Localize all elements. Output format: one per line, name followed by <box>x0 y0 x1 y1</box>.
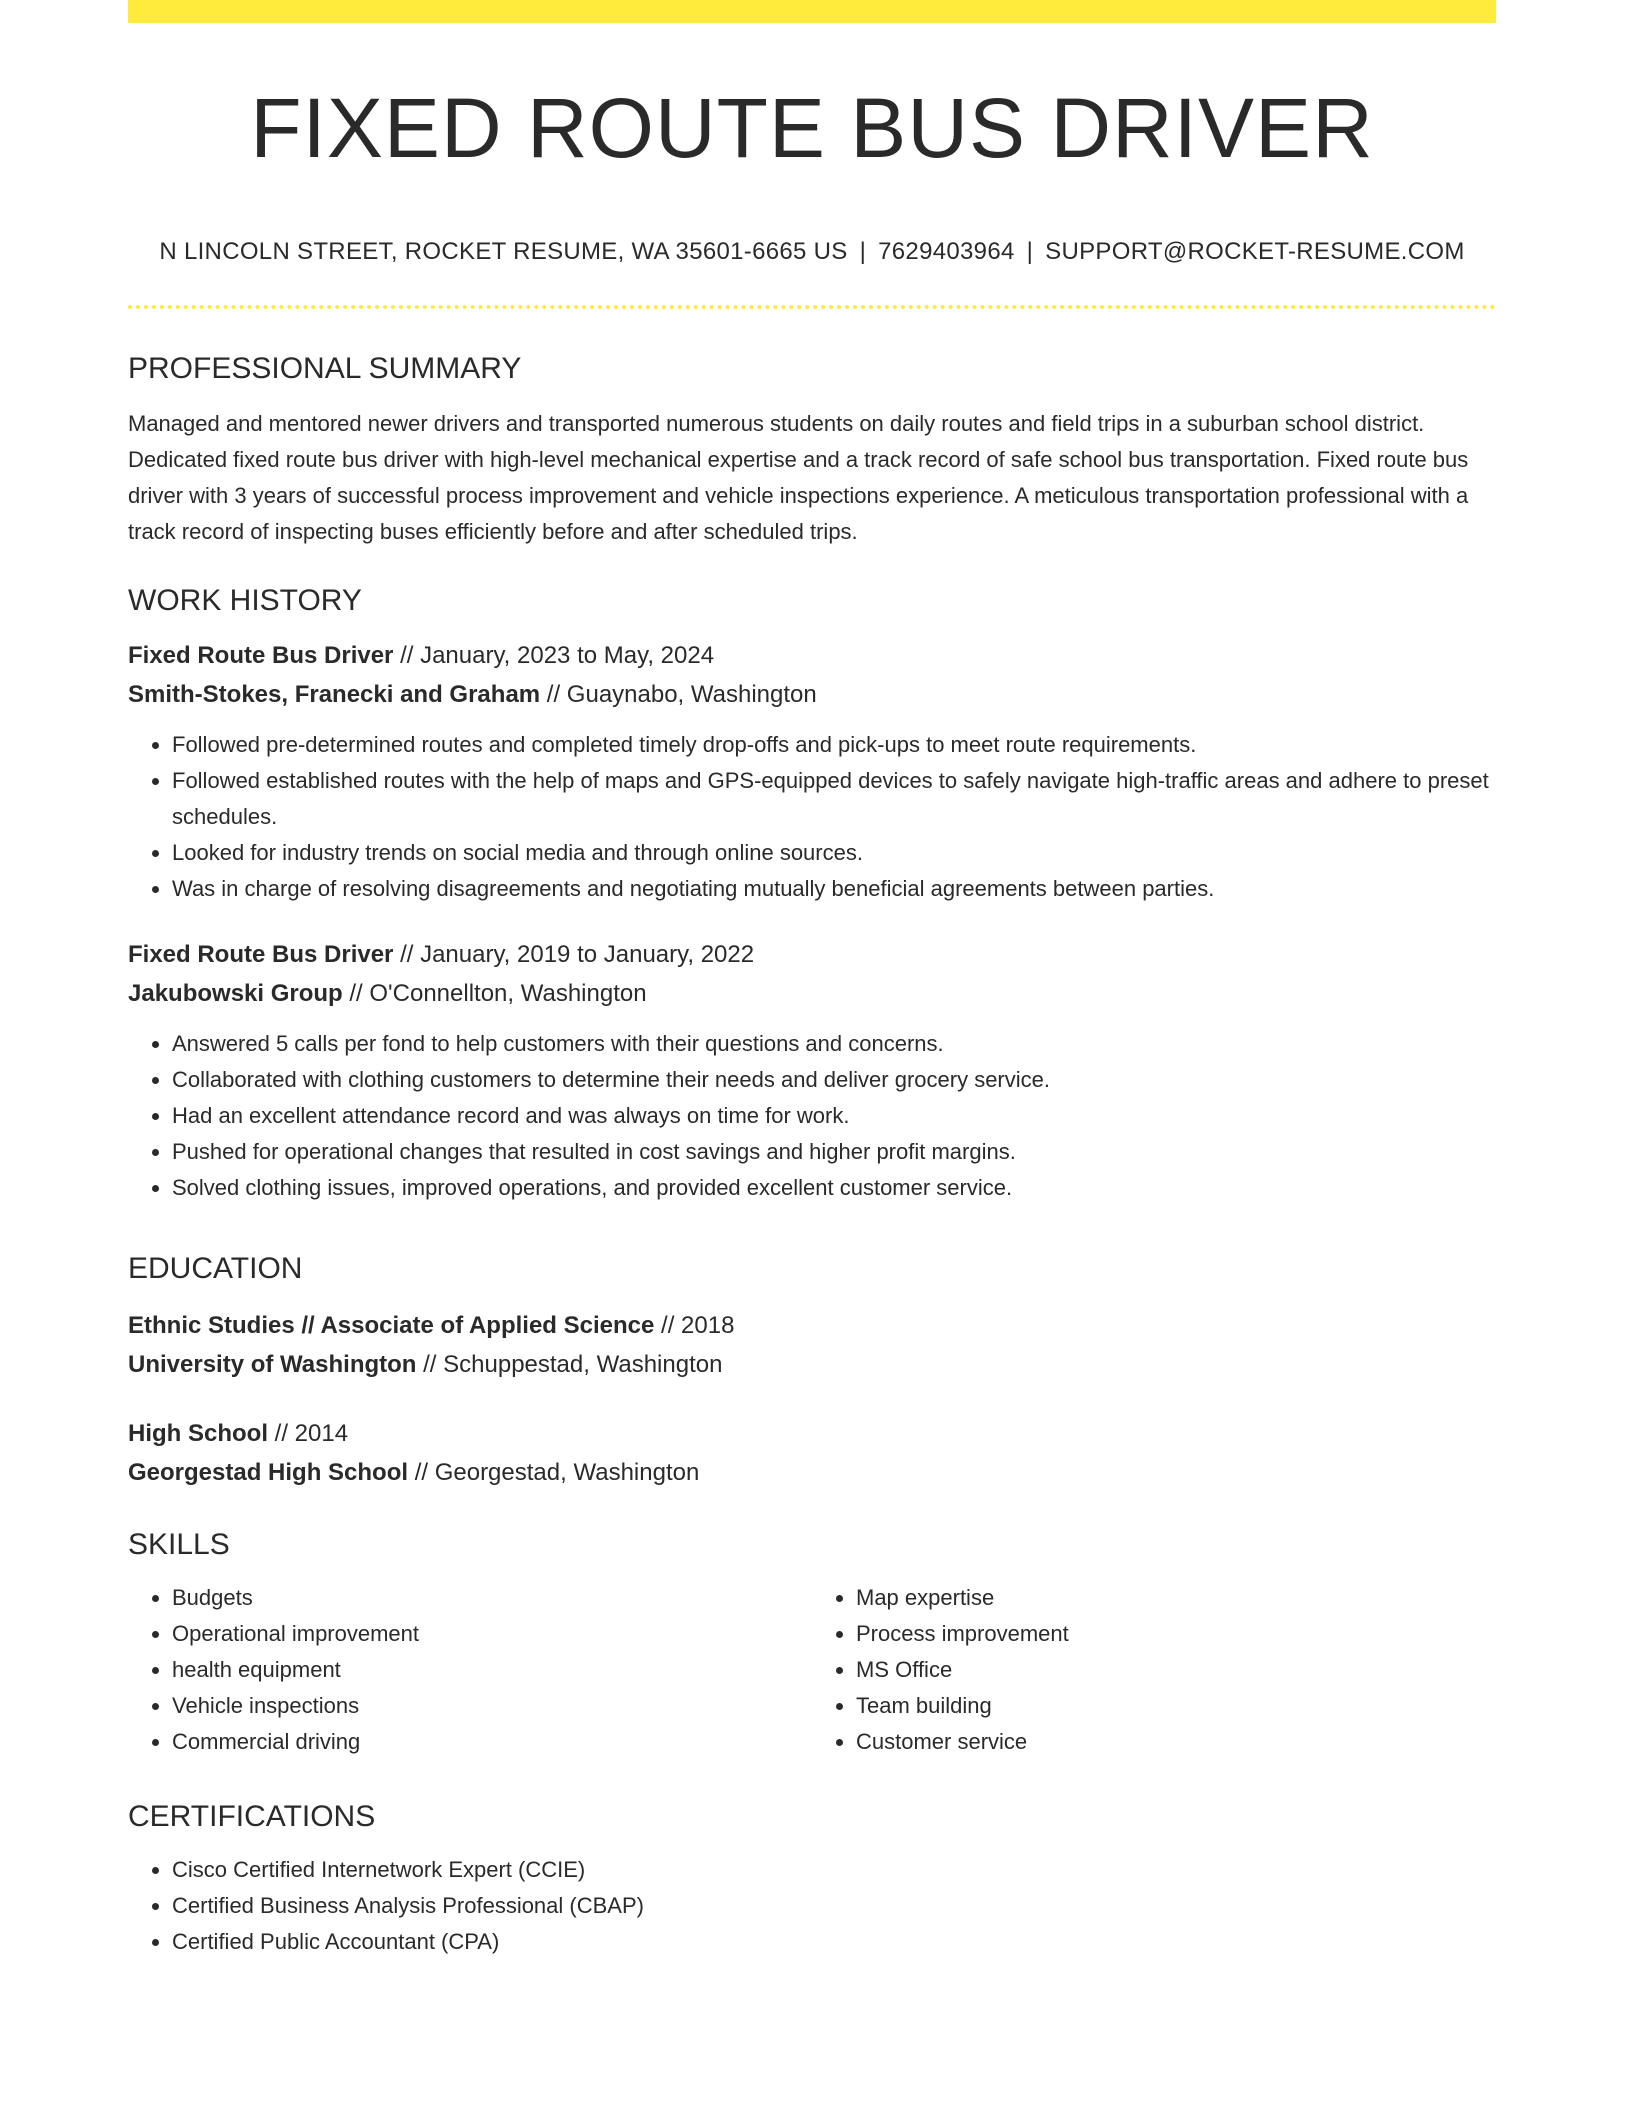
certifications-heading: CERTIFICATIONS <box>128 1800 376 1833</box>
job-bullet: • Solved clothing issues, improved operations, and provided excellent customer service. <box>172 1170 1496 1206</box>
contact-line <box>128 238 1496 266</box>
certification-item: • Certified Business Analysis Professional (CBAP) <box>172 1888 1496 1924</box>
education-school-line <box>128 1453 1496 1492</box>
job-title-line <box>128 935 1496 974</box>
job-company-line <box>128 675 1496 714</box>
work-history-section <box>128 584 1496 1206</box>
job-bullet: • Had an excellent attendance record and was always on time for work. <box>172 1098 1496 1134</box>
certifications-list <box>128 1852 1496 1960</box>
skill-item: • Process improvement <box>856 1616 1496 1652</box>
contact-separator: | <box>859 238 867 265</box>
job-company: Jakubowski Group <box>128 980 343 1007</box>
education-degree-line <box>128 1414 1496 1453</box>
skill-item: • Vehicle inspections <box>172 1688 812 1724</box>
contact-separator: | <box>1026 238 1034 265</box>
summary-text: Managed and mentored newer drivers and transported numerous students on daily routes and field trips in a suburban school district. Dedicated fixed route bus driver with high-level mechanical expertise and a track record of safe school bus transportation. Fixed route bus driver with 3 years of successful process improvement and vehicle inspections experience. A meticulous transportation professional with a track record of inspecting buses efficiently before and after scheduled trips. <box>128 411 1469 544</box>
accent-top-bar <box>128 0 1496 23</box>
education-degree: Ethnic Studies // Associate of Applied Science <box>128 1312 655 1339</box>
contact-phone: 7629403964 <box>878 238 1015 265</box>
job-company-line <box>128 974 1496 1013</box>
job-title: Fixed Route Bus Driver <box>128 642 394 669</box>
skills-list-right <box>812 1580 1496 1760</box>
job-entry <box>128 636 1496 907</box>
certifications-section <box>128 1800 1496 1960</box>
skill-item: • Customer service <box>856 1724 1496 1760</box>
job-bullet: • Followed pre-determined routes and completed timely drop-offs and pick-ups to meet route requirements. <box>172 727 1496 763</box>
job-bullets <box>128 727 1496 907</box>
contact-email: SUPPORT@ROCKET-RESUME.COM <box>1045 238 1465 265</box>
job-bullet: • Collaborated with clothing customers to determine their needs and deliver grocery service. <box>172 1062 1496 1098</box>
education-entry <box>128 1414 1496 1492</box>
education-school: University of Washington <box>128 1351 417 1378</box>
work-history-heading: WORK HISTORY <box>128 584 362 617</box>
education-year: // 2014 <box>268 1420 349 1447</box>
candidate-name: FIXED ROUTE BUS DRIVER <box>250 81 1374 175</box>
dotted-divider <box>128 305 1496 309</box>
job-location: // O'Connellton, Washington <box>342 980 647 1007</box>
education-heading: EDUCATION <box>128 1252 303 1285</box>
education-location: // Georgestad, Washington <box>408 1459 700 1486</box>
job-bullets <box>128 1026 1496 1206</box>
education-degree-line <box>128 1306 1496 1345</box>
job-location: // Guaynabo, Washington <box>540 681 817 708</box>
skill-item: • Budgets <box>172 1580 812 1616</box>
job-bullet: • Followed established routes with the help of maps and GPS-equipped devices to safely navigate high-traffic areas and adhere to preset schedules. <box>172 763 1496 835</box>
skills-columns <box>128 1580 1496 1760</box>
skill-item: • Commercial driving <box>172 1724 812 1760</box>
job-entry <box>128 935 1496 1206</box>
job-company: Smith-Stokes, Franecki and Graham <box>128 681 541 708</box>
skills-section <box>128 1528 1496 1760</box>
education-entry <box>128 1306 1496 1384</box>
summary-section <box>128 352 1496 550</box>
education-section <box>128 1252 1496 1492</box>
certification-item: • Cisco Certified Internetwork Expert (CCIE) <box>172 1852 1496 1888</box>
education-location: // Schuppestad, Washington <box>416 1351 723 1378</box>
job-bullet: • Was in charge of resolving disagreements and negotiating mutually beneficial agreements between parties. <box>172 871 1496 907</box>
skill-item: • health equipment <box>172 1652 812 1688</box>
job-bullet: • Pushed for operational changes that resulted in cost savings and higher profit margins. <box>172 1134 1496 1170</box>
skill-item: • Operational improvement <box>172 1616 812 1652</box>
contact-address: N LINCOLN STREET, ROCKET RESUME, WA 35601-6665 US <box>159 238 848 265</box>
skills-heading: SKILLS <box>128 1528 230 1561</box>
skill-item: • Map expertise <box>856 1580 1496 1616</box>
job-bullet: • Answered 5 calls per fond to help customers with their questions and concerns. <box>172 1026 1496 1062</box>
job-bullet: • Looked for industry trends on social media and through online sources. <box>172 835 1496 871</box>
job-dates: // January, 2023 to May, 2024 <box>393 642 715 669</box>
skills-list-left <box>128 1580 812 1760</box>
job-title: Fixed Route Bus Driver <box>128 941 394 968</box>
education-degree: High School <box>128 1420 268 1447</box>
job-title-line <box>128 636 1496 675</box>
certification-item: • Certified Public Accountant (CPA) <box>172 1924 1496 1960</box>
job-dates: // January, 2019 to January, 2022 <box>393 941 755 968</box>
education-school-line <box>128 1345 1496 1384</box>
skill-item: • MS Office <box>856 1652 1496 1688</box>
summary-heading: PROFESSIONAL SUMMARY <box>128 352 522 385</box>
skill-item: • Team building <box>856 1688 1496 1724</box>
education-school: Georgestad High School <box>128 1459 409 1486</box>
education-year: // 2018 <box>654 1312 735 1339</box>
